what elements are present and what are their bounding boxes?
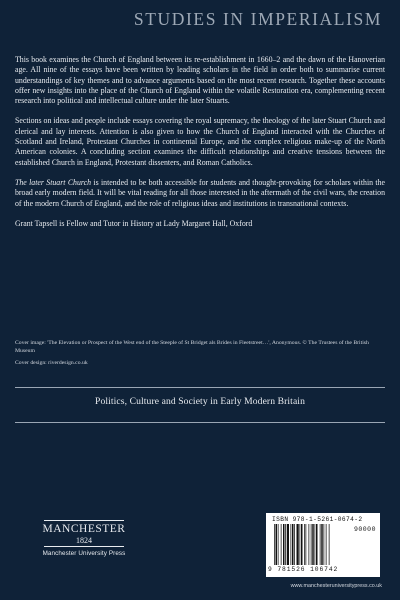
publisher-logo-name: MANCHESTER [42,523,126,535]
barcode-bar [281,524,282,565]
publisher-website: www.manchesteruniversitypress.co.uk [290,583,382,589]
ean-digits: 9 781526 106742 [268,566,339,573]
barcode-bar [309,524,310,565]
barcode-bar [283,524,285,565]
barcode-bar [291,524,292,565]
cover-design-credit: Cover design: riverdesign.co.uk [15,360,88,366]
logo-rule-bottom [44,546,124,547]
blurb-paragraph-3 [15,178,385,209]
blurb-paragraph-2: Sections on ideas and people include essays covering the royal supremacy, the theology of the later Stuart Church and clerical and lay interests. Attention is also given to how the Church of England interacted with the Churches of Scotland and Ireland, Protestant Churches in continental Europe, and the complex religious make-up of the North American colonies. A concluding section examines the difficult relationships and creative tensions between the established Church in England, Protestant dissenters, and Roman Catholics. [15,116,386,167]
barcode-bar [326,524,327,565]
barcode-bar [292,524,294,565]
barcode-graphic [273,524,351,565]
barcode-bar [320,524,321,565]
barcode-bar [312,524,314,565]
author-note: Grant Tapsell is Fellow and Tutor in History at Lady Margaret Hall, Oxford [15,218,253,228]
back-cover-blurb [15,55,385,239]
barcode-bar [287,524,289,565]
barcode-bar [306,524,307,565]
logo-rule-top [44,520,124,521]
barcode-bar [276,524,278,565]
publisher-name: Manchester University Press [42,550,126,557]
barcode [266,513,380,577]
book-title-italic: The later Stuart Church [15,177,92,187]
barcode-bar [274,524,275,565]
series-title: STUDIES IN IMPERIALISM [133,9,382,29]
barcode-bar [285,524,286,565]
publisher-logo-year: 1824 [76,536,92,545]
barcode-bar [301,524,303,565]
barcode-bar [300,524,301,565]
barcode-bar [294,524,295,565]
isbn-text: ISBN 978-1-5261-0674-2 [272,516,363,523]
series-name: Politics, Culture and Society in Early Modern Britain [95,396,305,407]
cover-image-credit: Cover image: 'The Elevation or Prospect of the West end of the Steeple of St Bridget als Brides in Fleetstreet…', Anonymous. © The Trustees of the British Museum [15,340,369,354]
price-code: 90000 [353,526,376,533]
barcode-bar [321,524,323,565]
barcode-bar [315,524,316,565]
series-divider-bottom [15,422,385,423]
barcode-bar [324,524,325,565]
series-divider-top [15,387,385,388]
blurb-paragraph-1: This book examines the Church of England between its re-establishment in 1660–2 and the dawn of the Hanoverian age. All nine of the essays have been written by leading scholars in the field in order both to summarise current understandings of key themes and to advance arguments based on the most recent research. Together these accounts offer new insights into the place of the Church of England within the volatile Restoration era, complementing recent research into political and intellectual culture under the later Stuarts. [15,55,385,106]
barcode-bar [304,524,305,565]
barcode-bars [273,524,373,565]
blurb-paragraph-3-text: is intended to be both accessible for students and thought-provoking for scholars within the broad early modern field. It will be vital reading for all those interested in the aftermath of the civil wars, the creation of the modern Church of England, and the role of religious ideas and institutions in transnational contexts. [15,177,385,208]
barcode-bar [316,524,318,565]
credits [15,339,385,367]
barcode-bar [297,524,299,565]
publisher-logo [38,520,130,557]
barcode-bar [311,524,312,565]
barcode-bar [278,524,279,565]
barcode-bar [329,524,330,565]
